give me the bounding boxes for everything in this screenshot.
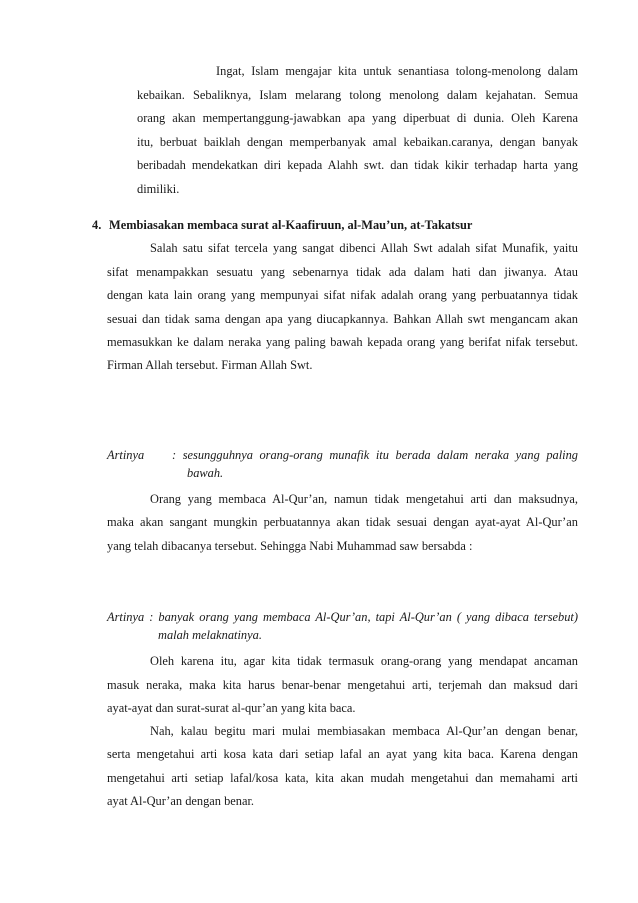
para5-line: Nah, kalau begitu mari mulai membiasakan membaca Al-Qur’an dengan benar, [150,724,578,738]
para3-line: yang telah dibacanya tersebut. Sehingga Nabi Muhammad saw bersabda : [107,539,473,553]
para5-line: ayat Al-Qur’an dengan benar. [107,794,255,808]
para1-line: kebaikan. Sebaliknya, Islam melarang tolong menolong dalam kejahatan. Semua [137,88,578,102]
para2-line: Firman Allah tersebut. Firman Allah Swt. [107,358,313,372]
artinya-translation: : sesungguhnya orang-orang munafik itu berada dalam neraka yang paling [172,448,578,462]
para3-line: Orang yang membaca Al-Qur’an, namun tidak mengetahui arti dan maksudnya, [150,492,578,506]
para2-line: memasukkan ke dalam neraka yang paling bawah kepada orang yang berifat nifak tersebut. [107,335,578,349]
para2-line: sesuai dan tidak sama dengan apa yang diucapkannya. Bahkan Allah swt mengancam akan [107,312,578,326]
para4-line: masuk neraka, maka kita harus benar-benar mengetahui arti, terjemah dan maksud dari [107,678,578,692]
para1-line: beribadah mendekatkan diri kepada Alahh swt. dan tidak kikir terhadap harta yang [137,158,578,172]
para5-line: mengetahui arti setiap lafal/kosa kata, kita akan mudah mengetahui dan memahami arti [107,771,578,785]
para5-line: serta mengetahui arti kosa kata dari setiap lafal an ayat yang kita baca. Karena dengan [107,747,578,761]
artinya-translation: bawah. [187,466,224,480]
artinya-translation: malah melaknatinya. [158,628,262,642]
section-number: 4. [92,218,102,232]
para3-line: maka akan sangant mungkin perbuatannya akan tidak sesuai dengan ayat-ayat Al-Qur’an [107,515,578,529]
section-heading: Membiasakan membaca surat al-Kaafiruun, al-Mau’un, at-Takatsur [109,218,473,232]
para2-line: Salah satu sifat tercela yang sangat dibenci Allah Swt adalah sifat Munafik, yaitu [150,241,578,255]
para1-line: itu, berbuat baiklah dengan memperbanyak amal kebaikan.caranya, dengan banyak [137,135,578,149]
para4-line: Oleh karena itu, agar kita tidak termasuk orang-orang yang mendapat ancaman [150,654,578,668]
para1-line: orang akan mempertanggung-jawabkan apa yang diperbuat di dunia. Oleh Karena [137,111,578,125]
para2-line: sifat menampakkan sesuatu yang sebenarnya tidak ada dalam hati dan jiwanya. Atau [107,265,578,279]
artinya-label: Artinya [107,448,145,462]
para2-line: dengan kata lain orang yang mempunyai sifat nifak adalah orang yang perbuatannya tidak [107,288,578,302]
para1-line: dimiliki. [137,182,180,196]
para1-line: Ingat, Islam mengajar kita untuk senantiasa tolong-menolong dalam [216,64,578,78]
para4-line: ayat-ayat dan surat-surat al-qur’an yang kita baca. [107,701,356,715]
artinya-translation: Artinya : banyak orang yang membaca Al-Qur’an, tapi Al-Qur’an ( yang dibaca tersebut) [107,610,578,624]
